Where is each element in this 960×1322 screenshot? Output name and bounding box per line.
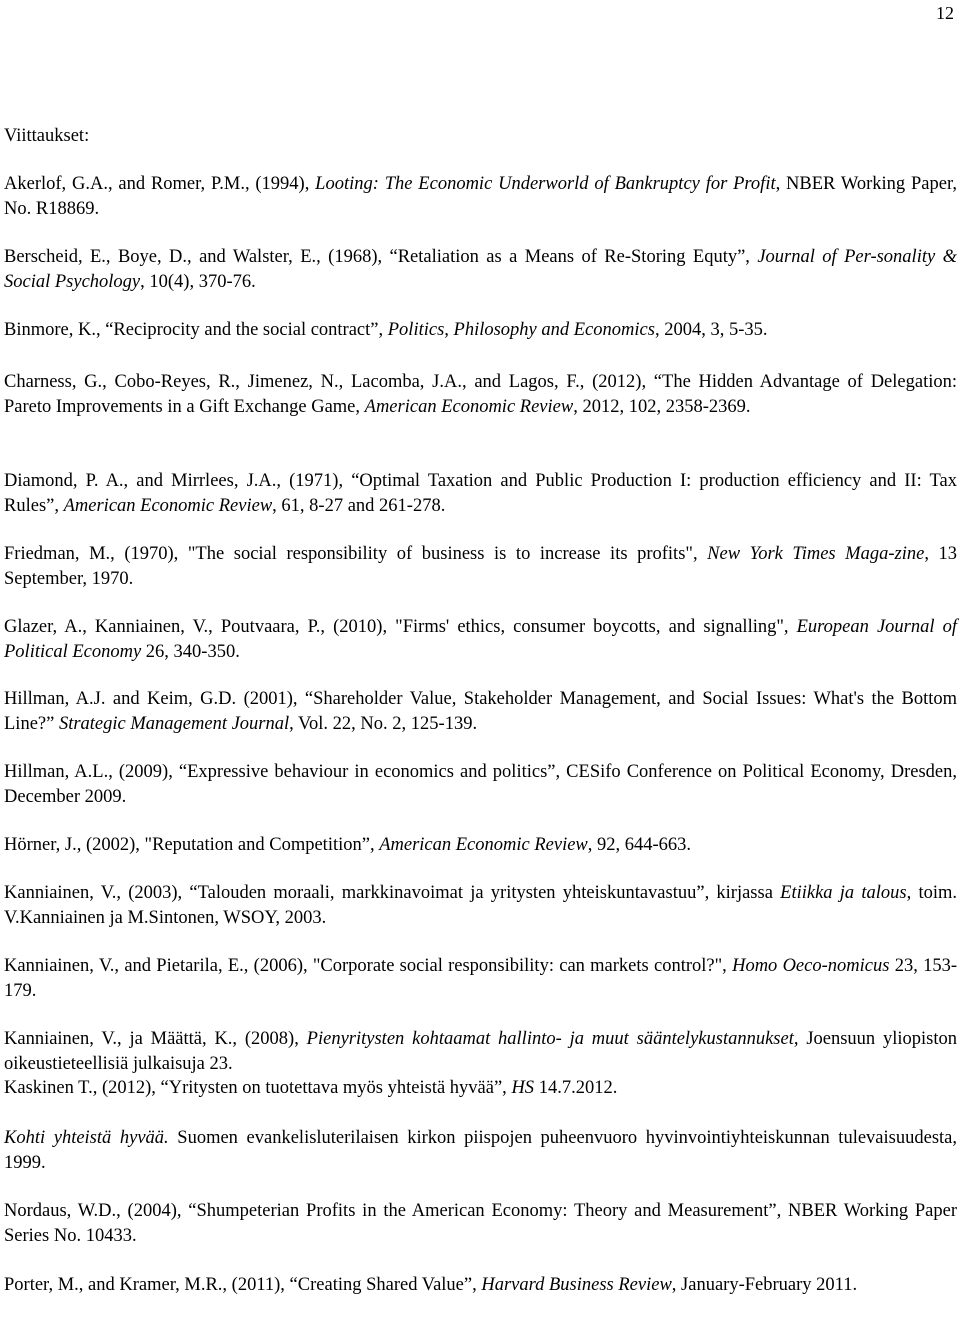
reference-text: , 61, 8-27 and 261-278.	[272, 495, 446, 516]
reference-text: Diamond, P. A., and Mirrlees, J.A., (1971), “Optimal Taxation and Public Production I: production efficiency and II: Tax Rules”,	[4, 471, 957, 516]
reference-text: Suomen evankelisluterilaisen kirkon piispojen puheenvuoro hyvinvointiyhteiskunnan tulevaisuudesta, 1999.	[4, 1128, 957, 1173]
reference-text: Binmore, K., “Reciprocity and the social contract”,	[4, 320, 388, 340]
reference-entry	[4, 833, 957, 858]
reference-text: , January-February 2011.	[671, 1275, 858, 1295]
reference-entry	[4, 370, 957, 419]
reference-entry	[4, 318, 957, 343]
reference-entry	[4, 687, 957, 736]
reference-entry	[4, 1273, 957, 1298]
reference-text: Hillman, A.L., (2009), “Expressive behaviour in economics and politics”, CESifo Conference on Political Economy, Dresden, December 2009.	[4, 762, 957, 807]
reference-title-italic: Journal of Per-sonality & Social Psychology	[4, 247, 957, 292]
reference-text: Friedman, M., (1970), "The social responsibility of business is to increase its profits",	[4, 544, 708, 564]
reference-entry	[4, 245, 957, 294]
reference-text: Kanniainen, V., (2003), “Talouden moraali, markkinavoimat ja yritysten yhteiskuntavastuu”, kirjassa	[4, 883, 781, 903]
reference-title-italic: Looting: The Economic Underworld of Bankruptcy for Profit	[315, 174, 776, 194]
reference-text: 23, 153-179.	[4, 956, 958, 1001]
reference-text: 26, 340-350.	[141, 641, 240, 662]
reference-entry	[4, 954, 957, 1003]
reference-title-italic: New York Times Maga-zine	[707, 544, 925, 564]
reference-text: Glazer, A., Kanniainen, V., Poutvaara, P., (2010), "Firms' ethics, consumer boycotts, and signalling",	[4, 617, 797, 637]
reference-entry	[4, 760, 957, 809]
reference-entry	[4, 615, 957, 664]
reference-text: , toim. V.Kanniainen ja M.Sintonen, WSOY, 2003.	[4, 883, 958, 928]
reference-title-italic: Pienyritysten kohtaamat hallinto- ja muut sääntelykustannukset	[306, 1029, 794, 1049]
reference-text: Porter, M., and Kramer, M.R., (2011), “Creating Shared Value”,	[4, 1275, 482, 1295]
reference-title-italic: European Journal of Political Economy	[4, 617, 957, 662]
reference-title-italic: American Economic Review	[364, 396, 574, 417]
reference-entry	[4, 1076, 957, 1101]
reference-entry	[4, 469, 957, 518]
page-number: 12	[936, 3, 954, 23]
reference-text: 14.7.2012.	[534, 1078, 618, 1098]
reference-text: Berscheid, E., Boye, D., and Walster, E., (1968), “Retaliation as a Means of Re-Storing Equty”,	[4, 247, 758, 267]
reference-title-italic: Politics, Philosophy and Economics	[387, 320, 655, 340]
reference-text: Hörner, J., (2002), "Reputation and Competition”,	[4, 835, 380, 855]
reference-title-italic: Kohti yhteistä hyvää.	[4, 1128, 169, 1148]
reference-text: , 10(4), 370-76.	[140, 271, 256, 292]
reference-title-italic: Homo Oeco-nomicus	[732, 956, 890, 976]
reference-title-italic: Strategic Management Journal	[58, 713, 290, 734]
reference-text: , NBER Working Paper, No. R18869.	[4, 174, 957, 219]
reference-title-italic: Harvard Business Review	[481, 1275, 672, 1295]
reference-entry	[4, 1126, 957, 1175]
reference-text: , 92, 644-663.	[587, 835, 692, 855]
reference-title-italic: American Economic Review	[379, 835, 588, 855]
reference-title-italic: American Economic Review	[63, 495, 273, 516]
reference-text: Akerlof, G.A., and Romer, P.M., (1994),	[4, 174, 316, 194]
reference-text: , 2012, 102, 2358-2369.	[573, 396, 751, 417]
reference-title-italic: Etiikka ja talous	[780, 883, 907, 903]
reference-entry	[4, 172, 957, 221]
reference-title-italic: HS	[511, 1078, 535, 1098]
reference-text: , Joensuun yliopiston oikeustieteellisiä julkaisuja 23.	[4, 1029, 958, 1074]
reference-text: Kaskinen T., (2012), “Yritysten on tuotettava myös yhteistä hyvää”,	[4, 1078, 512, 1098]
reference-entry	[4, 542, 957, 591]
reference-entry	[4, 881, 957, 930]
reference-text: , 2004, 3, 5-35.	[654, 320, 768, 340]
reference-text: Kanniainen, V., ja Määttä, K., (2008),	[4, 1029, 307, 1049]
reference-text: , 13 September, 1970.	[4, 544, 958, 589]
reference-entry	[4, 1027, 957, 1076]
reference-text: Charness, G., Cobo-Reyes, R., Jimenez, N., Lacomba, J.A., and Lagos, F., (2012), “The Hidden Advantage of Delegation: Pareto Improvements in a Gift Exchange Game,	[4, 372, 957, 417]
reference-entry	[4, 1199, 957, 1248]
references-heading: Viittaukset:	[4, 126, 90, 146]
reference-text: Hillman, A.J. and Keim, G.D. (2001), “Shareholder Value, Stakeholder Management, and Social Issues: What's the Bottom Line?”	[4, 689, 957, 734]
reference-text: Nordaus, W.D., (2004), “Shumpeterian Profits in the American Economy: Theory and Measurement”, NBER Working Paper Series No. 10433.	[4, 1201, 957, 1246]
reference-text: , Vol. 22, No. 2, 125-139.	[289, 713, 478, 734]
reference-text: Kanniainen, V., and Pietarila, E., (2006), "Corporate social responsibility: can markets control?",	[4, 956, 733, 976]
